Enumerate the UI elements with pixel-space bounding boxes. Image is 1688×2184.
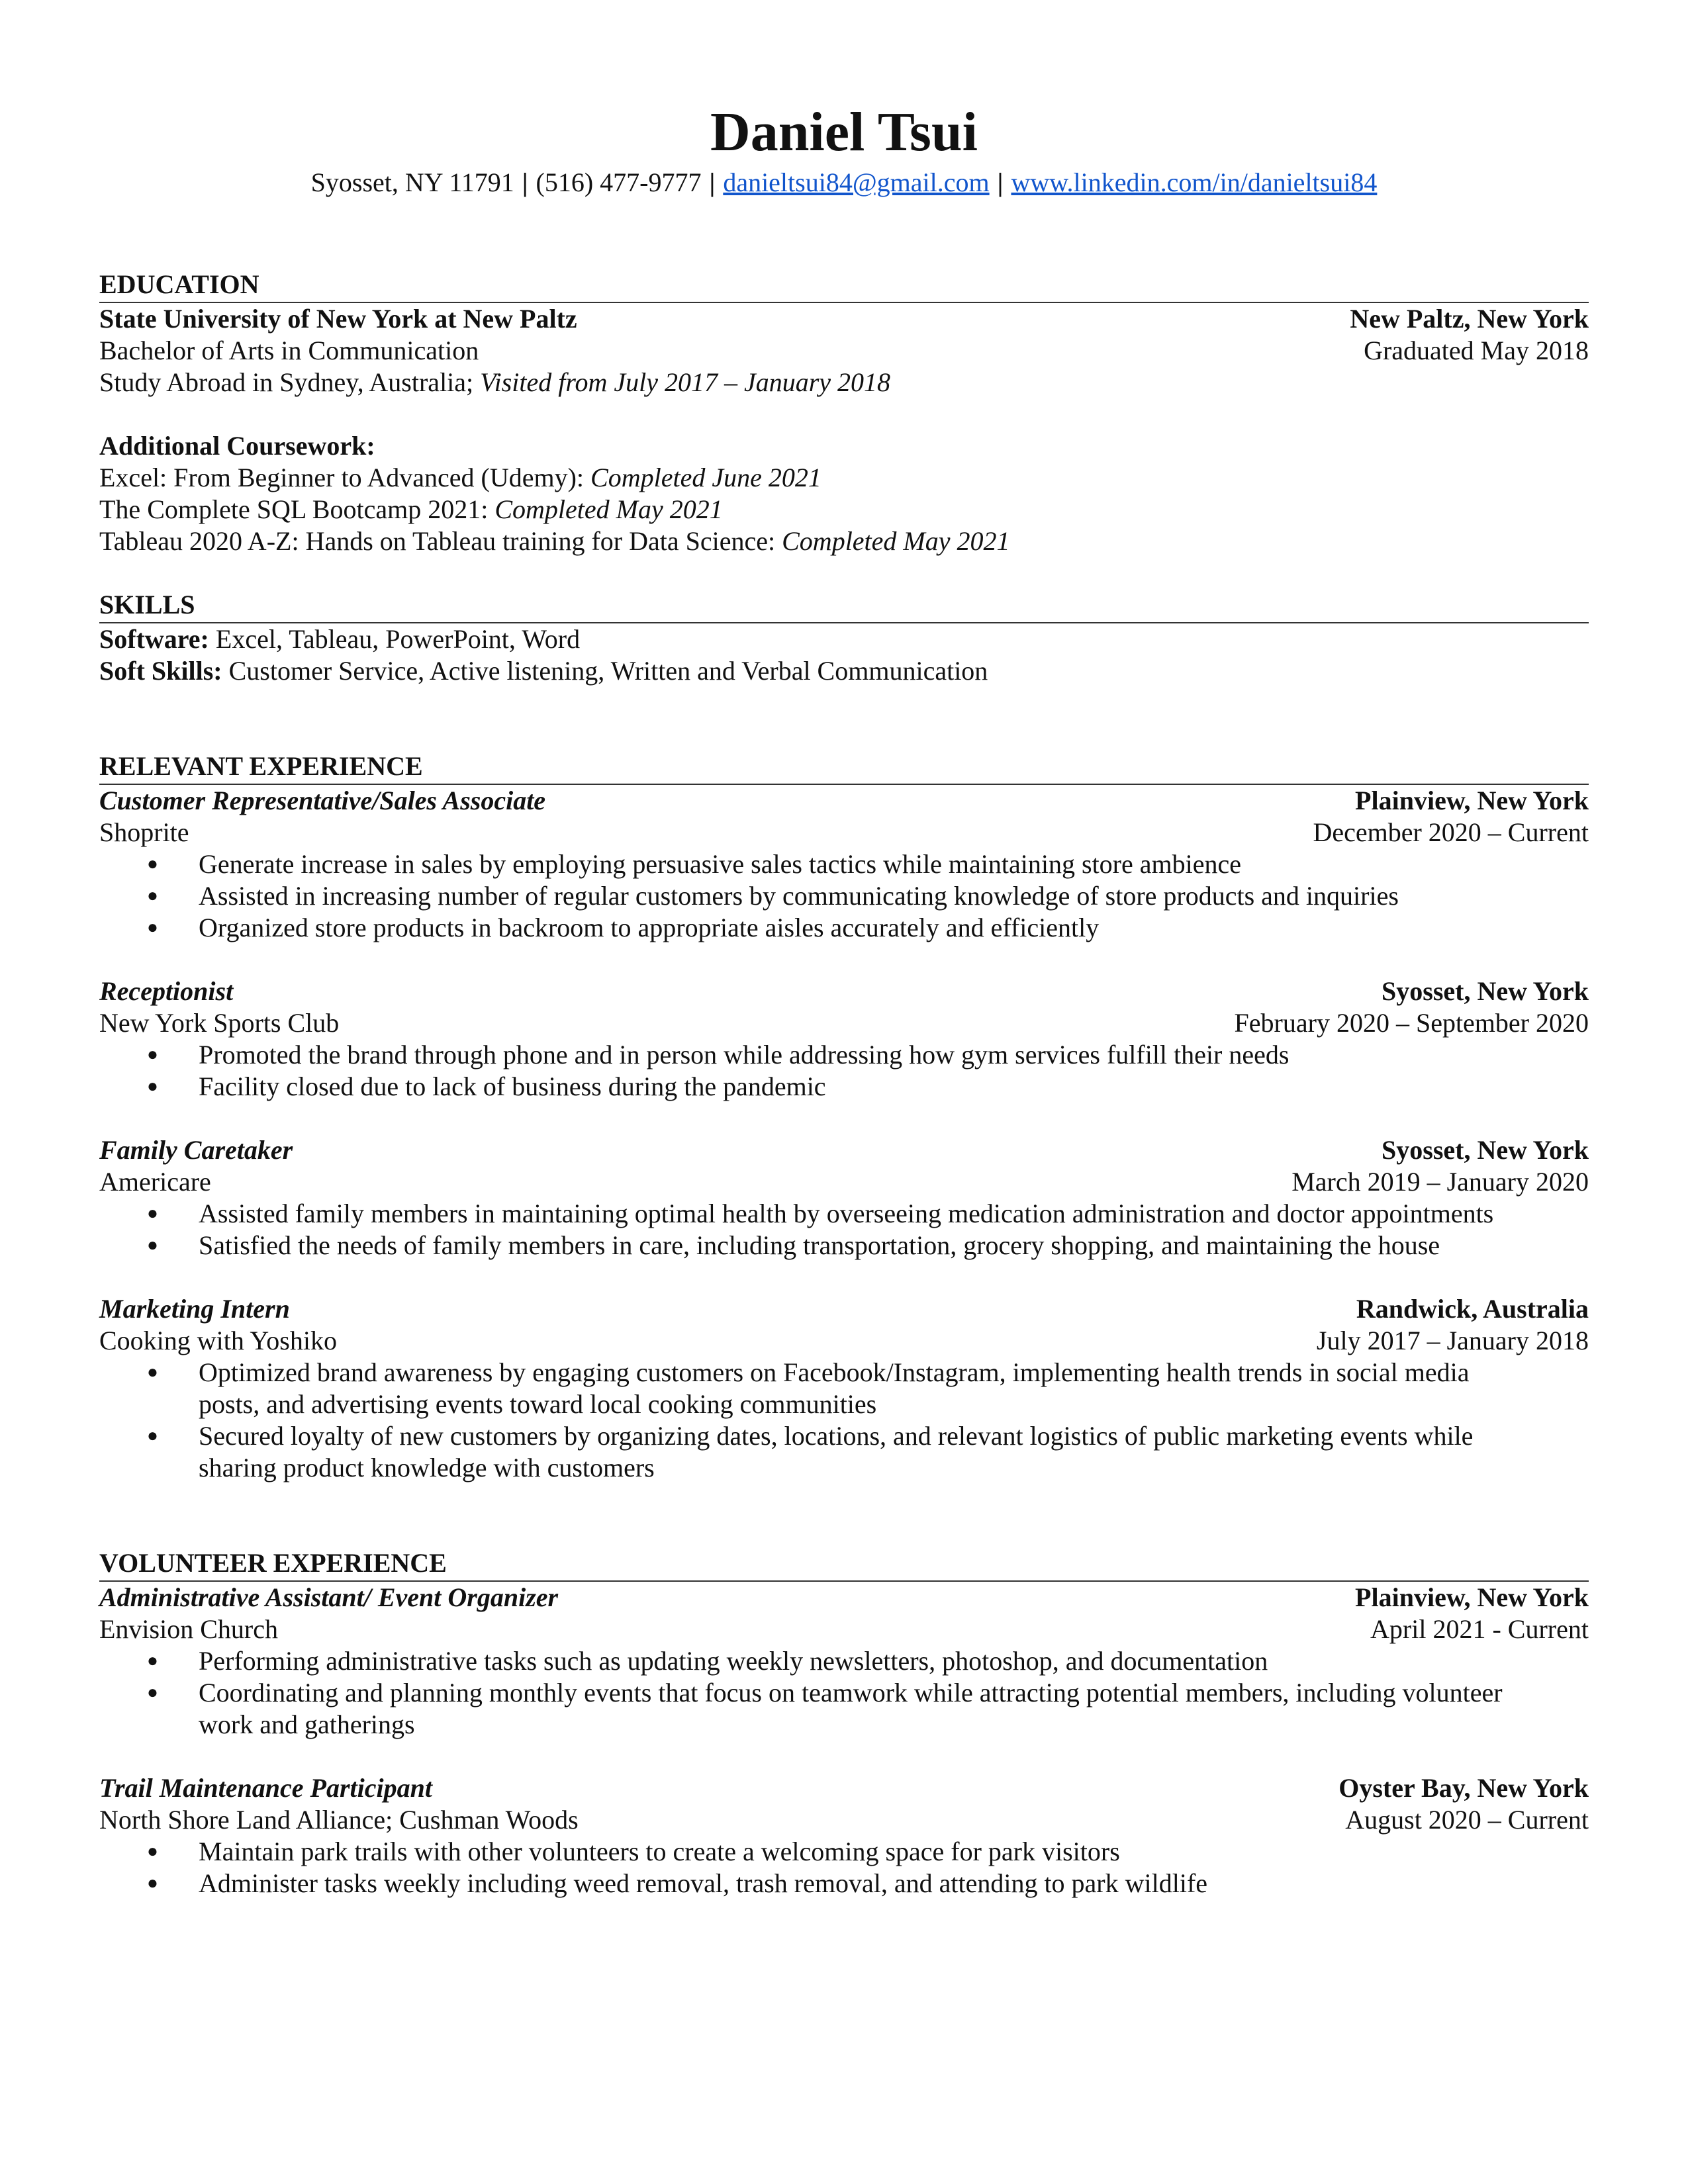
job-location: Oyster Bay, New York — [1338, 1773, 1589, 1803]
degree-row — [99, 335, 1589, 367]
course-item — [99, 462, 1589, 494]
bullet-item: ● Performing administrative tasks such as updating weekly newsletters, photoshop, and documentation — [199, 1645, 1562, 1677]
coursework-title: Additional Coursework: — [99, 431, 375, 461]
job-org: Shoprite — [99, 817, 189, 847]
job-bullets — [99, 1645, 1589, 1741]
job-org: New York Sports Club — [99, 1008, 340, 1038]
graduation-date: Graduated May 2018 — [1364, 336, 1589, 365]
bullet-item: ● Facility closed due to lack of business during the pandemic — [199, 1071, 1589, 1103]
job-entry — [99, 976, 1589, 1103]
soft-skills-list: Customer Service, Active listening, Written and Verbal Communication — [222, 656, 988, 686]
job-org: Americare — [99, 1167, 211, 1197]
study-abroad — [99, 367, 1589, 398]
software-label: Software: — [99, 624, 209, 654]
section-title: SKILLS — [99, 589, 1589, 623]
job-location: Syosset, New York — [1382, 976, 1589, 1006]
job-entry — [99, 1293, 1589, 1484]
job-entry — [99, 1134, 1589, 1261]
course-status: Completed June 2021 — [590, 463, 821, 492]
job-location: Randwick, Australia — [1356, 1294, 1589, 1324]
job-role: Trail Maintenance Participant — [99, 1773, 432, 1803]
separator: | — [522, 167, 528, 197]
bullet-item: ● Maintain park trails with other volunteers to create a welcoming space for park visitors — [199, 1836, 1589, 1868]
job-org: North Shore Land Alliance; Cushman Woods — [99, 1805, 579, 1835]
bullet-item: ● Organized store products in backroom to appropriate aisles accurately and efficiently — [199, 912, 1589, 944]
job-bullets — [99, 1039, 1589, 1103]
job-location: Plainview, New York — [1355, 786, 1589, 815]
job-entry — [99, 785, 1589, 944]
section-title: VOLUNTEER EXPERIENCE — [99, 1547, 1589, 1582]
soft-skills-label: Soft Skills: — [99, 656, 222, 686]
job-dates: December 2020 – Current — [1313, 817, 1589, 847]
bullet-item: ● Administer tasks weekly including weed removal, trash removal, and attending to park wildlife — [199, 1868, 1589, 1899]
software-list: Excel, Tableau, PowerPoint, Word — [209, 624, 581, 654]
school-row — [99, 303, 1589, 335]
bullet-item: ● Coordinating and planning monthly events that focus on teamwork while attracting potential members, including volunteer work and gatherings — [199, 1677, 1562, 1741]
candidate-name: Daniel Tsui — [710, 101, 978, 163]
separator: | — [997, 167, 1004, 197]
school-name: State University of New York at New Paltz — [99, 304, 577, 334]
location-text: Syosset, NY 11791 — [310, 167, 514, 197]
job-dates: February 2020 – September 2020 — [1234, 1008, 1589, 1038]
job-entry — [99, 1772, 1589, 1899]
job-role: Family Caretaker — [99, 1135, 293, 1165]
school-location: New Paltz, New York — [1350, 304, 1589, 334]
skills-section — [99, 589, 1589, 687]
bullet-item: ● Promoted the brand through phone and in person while addressing how gym services fulfill their needs — [199, 1039, 1589, 1071]
study-abroad-text: Study Abroad in Sydney, Australia; — [99, 367, 481, 397]
contact-line — [99, 165, 1589, 200]
course-item — [99, 525, 1589, 557]
job-org: Envision Church — [99, 1614, 278, 1644]
bullet-item: ● Satisfied the needs of family members in care, including transportation, grocery shopping, and maintaining the house — [199, 1230, 1589, 1261]
course-status: Completed May 2021 — [782, 526, 1010, 556]
bullet-item: ● Secured loyalty of new customers by organizing dates, locations, and relevant logistics of public marketing events while sharing product knowledge with customers — [199, 1420, 1523, 1484]
job-dates: March 2019 – January 2020 — [1291, 1167, 1589, 1197]
job-dates: July 2017 – January 2018 — [1316, 1326, 1589, 1355]
linkedin-link[interactable]: www.linkedin.com/in/danieltsui84 — [1011, 167, 1378, 197]
job-location: Plainview, New York — [1355, 1582, 1589, 1612]
course-status: Completed May 2021 — [494, 494, 723, 524]
software-skills — [99, 623, 1589, 655]
job-bullets — [99, 1836, 1589, 1899]
job-role: Customer Representative/Sales Associate — [99, 786, 546, 815]
job-dates: April 2021 - Current — [1370, 1614, 1589, 1644]
job-org: Cooking with Yoshiko — [99, 1326, 337, 1355]
phone-text: (516) 477-9777 — [536, 167, 702, 197]
course-name: The Complete SQL Bootcamp 2021: — [99, 494, 495, 524]
bullet-item: ● Assisted in increasing number of regular customers by communicating knowledge of store products and inquiries — [199, 880, 1589, 912]
job-bullets — [99, 1357, 1589, 1484]
separator: | — [709, 167, 716, 197]
email-link[interactable]: danieltsui84@gmail.com — [723, 167, 990, 197]
job-role: Receptionist — [99, 976, 234, 1006]
degree: Bachelor of Arts in Communication — [99, 336, 479, 365]
course-item — [99, 494, 1589, 525]
job-location: Syosset, New York — [1382, 1135, 1589, 1165]
course-name: Tableau 2020 A-Z: Hands on Tableau training for Data Science: — [99, 526, 782, 556]
relevant-experience-section — [99, 751, 1589, 1484]
job-role: Administrative Assistant/ Event Organizer — [99, 1582, 559, 1612]
job-entry — [99, 1582, 1589, 1741]
job-bullets — [99, 1198, 1589, 1261]
study-abroad-dates: Visited from July 2017 – January 2018 — [480, 367, 891, 397]
section-title: RELEVANT EXPERIENCE — [99, 751, 1589, 785]
job-bullets — [99, 848, 1589, 944]
bullet-item: ● Assisted family members in maintaining optimal health by overseeing medication administration and doctor appointments — [199, 1198, 1589, 1230]
job-dates: August 2020 – Current — [1345, 1805, 1589, 1835]
resume-page — [99, 99, 1589, 1899]
job-role: Marketing Intern — [99, 1294, 290, 1324]
bullet-item: ● Generate increase in sales by employing persuasive sales tactics while maintaining store ambience — [199, 848, 1589, 880]
education-section — [99, 269, 1589, 557]
section-title: EDUCATION — [99, 269, 1589, 303]
volunteer-experience-section — [99, 1547, 1589, 1899]
soft-skills — [99, 655, 1589, 687]
course-name: Excel: From Beginner to Advanced (Udemy): — [99, 463, 591, 492]
bullet-item: ● Optimized brand awareness by engaging customers on Facebook/Instagram, implementing health trends in social media posts, and advertising events toward local cooking communities — [199, 1357, 1523, 1420]
